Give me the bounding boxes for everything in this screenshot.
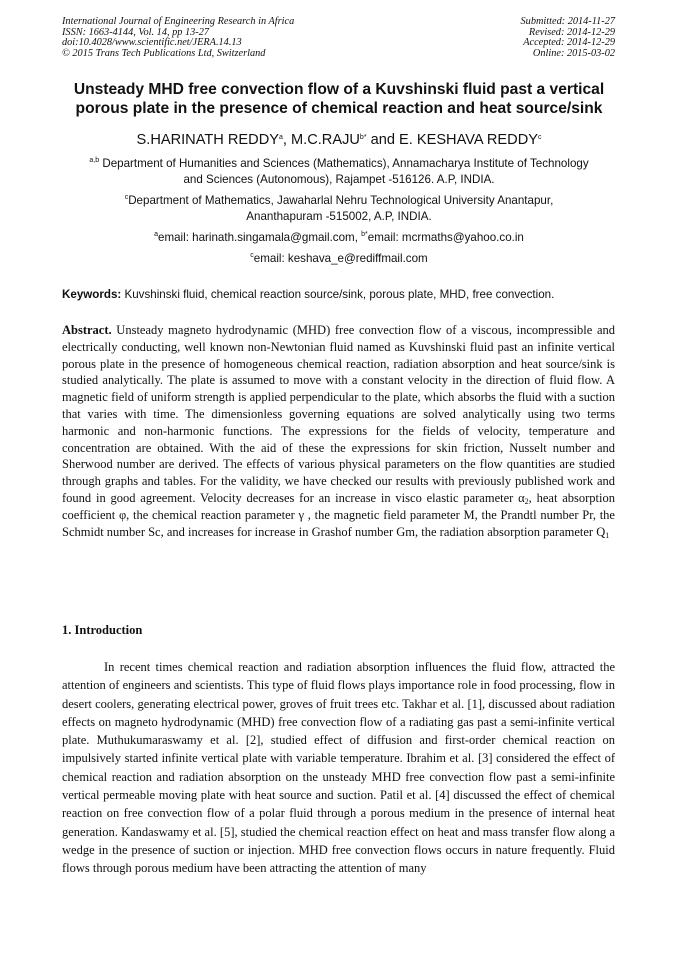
title-line-2: porous plate in the presence of chemical reaction and heat source/sink — [75, 100, 603, 117]
email-2: email: mcrmaths@yahoo.co.in — [367, 231, 524, 244]
affiliation-1-line-1: Department of Humanities and Sciences (Mathematics), Annamacharya Institute of Technology — [99, 157, 589, 170]
author-list — [40, 131, 638, 149]
affiliation-2-line-1: Department of Mathematics, Jawaharlal Nehru Technological University Anantapur, — [128, 194, 554, 207]
journal-doi: doi:10.4028/www.scientific.net/JERA.14.13 — [62, 37, 242, 49]
title-line-1: Unsteady MHD free convection flow of a Kuvshinski fluid past a vertical — [73, 81, 605, 98]
abstract — [62, 322, 615, 540]
abstract-label: Abstract. — [62, 323, 112, 337]
email-2-sup: b* — [361, 231, 368, 238]
author-3-sup: c — [537, 134, 542, 141]
email-line-2 — [40, 251, 638, 267]
date-submitted: Submitted: 2014-11-27 — [520, 16, 615, 27]
journal-issn: ISSN: 1663-4144, Vol. 14, pp 13-27 — [62, 26, 210, 38]
affiliation-2 — [40, 193, 638, 224]
email-3: email: keshava_e@rediffmail.com — [253, 252, 428, 265]
intro-paragraph: In recent times chemical reaction and radiation absorption influences the fluid flow, attracted the attention of engineers and scientists. This type of fluid flows plays importance role in food processing, flow in desert coolers, generating electrical power, groves of fruit trees etc. Takhar et al. [1], discussed about radiation effects on magneto hydrodynamic (MHD) free convection flow of a radiating gas past a semi-infinite vertical plate. Muthukumaraswamy et al. [2], studied effect of diffusion and first-order chemical reaction on impulsively started infinite vertical plate with variable temperature. Ibrahim et al. [3] considered the effect of chemical reaction and radiation absorption on the unsteady MHD free convection flow past a semi-infinite vertical permeable moving plate with heat source and suction. Patil et al. [4] discussed the effect of chemical reaction on free convection flow of a polar fluid through a porous medium in the presence of internal heat generation. Kandaswamy et al. [5], studied the chemical reaction effect on heat and mass transfer flow along a wedge in the presence of suction or injection. MHD free convection flows occurs in nature frequently. Fluid flows through porous medium have been attracting the attention of many — [62, 660, 615, 876]
affiliation-2-sup: c — [124, 194, 129, 201]
keywords-label: Keywords: — [62, 288, 122, 301]
date-online: Online: 2015-03-02 — [532, 47, 615, 59]
author-2: M.C.RAJU — [291, 132, 360, 148]
abstract-sub-2: 1 — [605, 530, 610, 540]
journal-header — [62, 17, 294, 59]
journal-copyright: © 2015 Trans Tech Publications Ltd, Switzerland — [62, 47, 266, 59]
keywords-text: Kuvshinski fluid, chemical reaction source/sink, porous plate, MHD, free convection. — [121, 288, 555, 301]
author-1-sup: a — [278, 134, 283, 141]
email-1: email: harinath.singamala@gmail.com, — [158, 231, 362, 244]
author-1: S.HARINATH REDDY — [136, 132, 279, 148]
author-2-sup: b* — [359, 134, 367, 141]
email-line-1 — [40, 230, 638, 246]
abstract-text: Unsteady magneto hydrodynamic (MHD) free convection flow of a viscous, incompressible and electrically conducting, well known non-Newtonian fluid named as Kuvshinski fluid past an infinite vertical porous plate in the presence of homogeneous chemical reaction, radiation absorption and heat source/sink is studied analytically. The plate is assumed to move with a constant velocity in the direction of fluid flow. A magnetic field of uniform strength is applied perpendicular to the plate, which absorbs the fluid with a suction that varies with time. The dimensionless governing equations are solved analytically using two terms harmonic and non-harmonic functions. The expressions for the fields of velocity, temperature and concentration are obtained. With the aid of these the expressions for skin friction, Nusselt number and Sherwood number are derived. The effects of various physical parameters on the flow quantities are studied through graphs and tables. For the validity, we have checked our results with previously published work and found in good agreement. Velocity decreases for an increase in visco elastic parameter α — [62, 323, 615, 505]
journal-name: International Journal of Engineering Research in Africa — [62, 16, 295, 27]
date-accepted: Accepted: 2014-12-29 — [523, 37, 615, 49]
abstract-sub-1: 2 — [524, 496, 529, 506]
keywords — [62, 288, 618, 302]
email-1-sup: a — [154, 231, 158, 238]
author-sep-2: and — [366, 132, 400, 148]
author-sep-1: , — [282, 132, 291, 148]
date-revised: Revised: 2014-12-29 — [528, 26, 615, 38]
email-3-sup: c — [250, 252, 254, 259]
affiliation-2-line-2: Ananthapuram -515002, A.P, INDIA. — [246, 209, 432, 223]
affiliation-1 — [40, 156, 638, 187]
dates-header — [521, 17, 615, 59]
abstract-text-2: , heat absorption coefficient φ, the chemical reaction parameter γ , the magnetic field parameter M, the Prandtl number Pr, the Schmidt number Sc, and increases for increase in Grashof number Gm, the radiation absorption parameter Q — [62, 490, 615, 539]
affiliation-1-line-2: and Sciences (Autonomous), Rajampet -516126. A.P, INDIA. — [183, 172, 495, 186]
author-3: E. KESHAVA REDDY — [399, 132, 538, 148]
section-heading: 1. Introduction — [62, 623, 143, 637]
affiliation-1-sup: a,b — [89, 157, 100, 164]
paper-title — [40, 80, 638, 118]
